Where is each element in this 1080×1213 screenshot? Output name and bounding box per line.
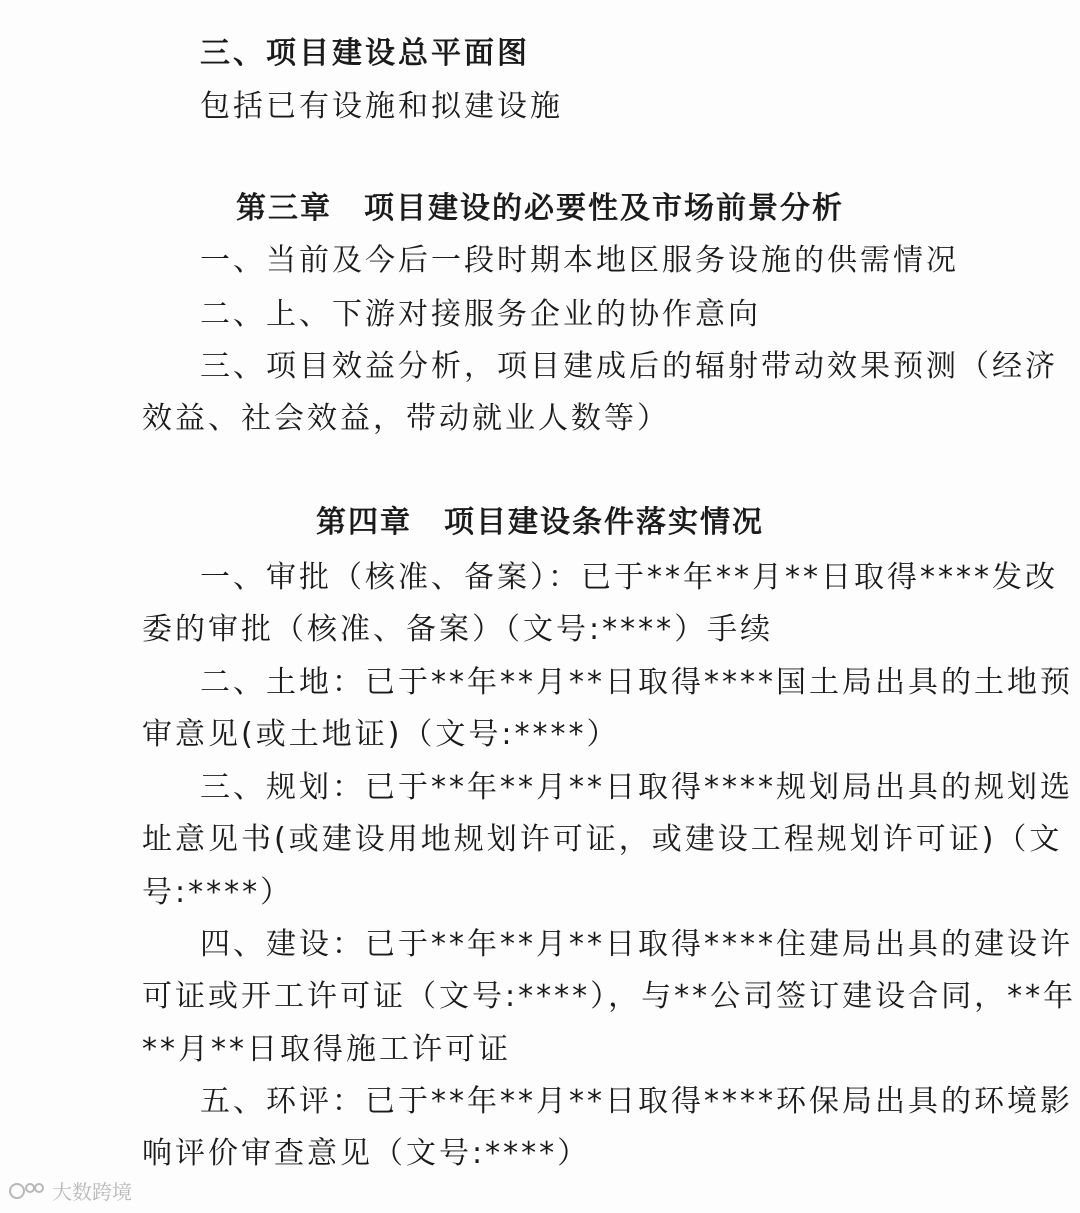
chapter3-title: 第三章 项目建设的必要性及市场前景分析 <box>236 191 844 226</box>
chapter3-item-3: 三、项目效益分析，项目建成后的辐射带动效果预测（经济 <box>200 349 1058 384</box>
chapter4-line-12: 响评价审查意见（文号:****） <box>142 1136 591 1171</box>
chapter4-line-10: **月**日取得施工许可证 <box>142 1032 511 1067</box>
section3-description: 包括已有设施和拟建设施 <box>200 89 563 124</box>
chapter4-line-1: 一、审批（核准、备案）：已于**年**月**日取得****发改 <box>200 560 1058 595</box>
chapter4-line-5: 三、规划：已于**年**月**日取得****规划局出具的规划选 <box>200 770 1073 805</box>
chapter3-item-2: 二、上、下游对接服务企业的协作意向 <box>200 297 761 332</box>
chapter4-line-4: 审意见(或土地证)（文号:****） <box>142 717 620 752</box>
watermark <box>8 1176 132 1205</box>
chapter3-item-1: 一、当前及今后一段时期本地区服务设施的供需情况 <box>200 243 959 278</box>
watermark-logo-icon <box>8 1179 46 1203</box>
chapter4-title: 第四章 项目建设条件落实情况 <box>316 505 764 540</box>
chapter4-line-3: 二、土地：已于**年**月**日取得****国土局出具的土地预 <box>200 665 1073 700</box>
chapter4-line-6: 址意见书(或建设用地规划许可证，或建设工程规划许可证)（文 <box>142 822 1063 857</box>
watermark-text: 大数跨境 <box>52 1180 132 1204</box>
chapter4-line-9: 可证或开工许可证（文号:****），与**公司签订建设合同，**年 <box>142 979 1077 1014</box>
chapter3-item-3-cont: 效益、社会效益，带动就业人数等） <box>142 401 670 436</box>
chapter4-line-7: 号:****） <box>142 875 294 910</box>
chapter4-line-8: 四、建设：已于**年**月**日取得****住建局出具的建设许 <box>200 927 1073 962</box>
chapter4-line-11: 五、环评：已于**年**月**日取得****环保局出具的环境影 <box>200 1084 1073 1119</box>
section3-title: 三、项目建设总平面图 <box>200 36 530 71</box>
chapter4-line-2: 委的审批（核准、备案）（文号:****）手续 <box>142 612 774 647</box>
